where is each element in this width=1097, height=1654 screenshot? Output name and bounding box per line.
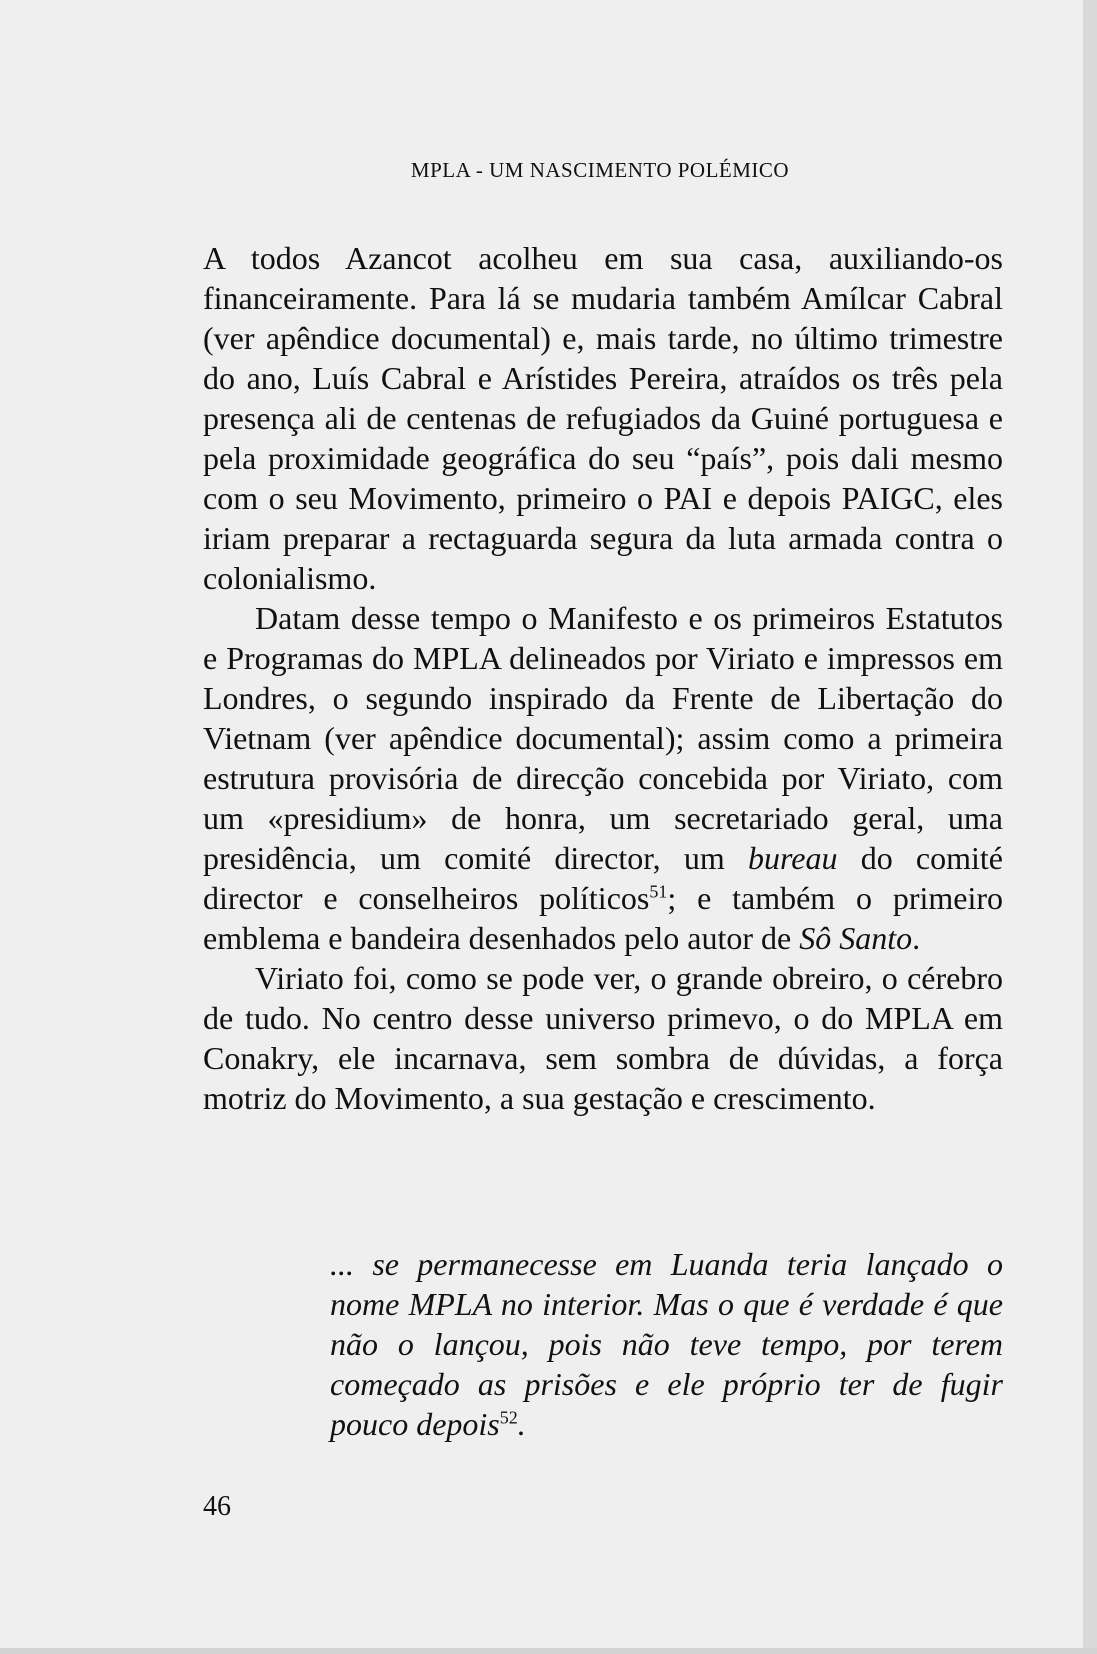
italic-term-bureau: bureau bbox=[747, 840, 838, 876]
footnote-ref-52: 52 bbox=[499, 1407, 518, 1428]
paragraph-2-text-a: Datam desse tempo o Manifesto e os primeiros Estatutos e Programas do MPLA delineados por Viriato e impressos em Londres, o segundo inspirado da Frente de Libertação do Vietnam (ver apêndice documental); assim como a primeira estrutura provisória de direcção concebida por Viriato, com um «presidium» de honra, um secretariado geral, uma presidência, um comité director, um bbox=[203, 600, 1003, 876]
running-header: MPLA - UM NASCIMENTO POLÉMICO bbox=[410, 158, 790, 182]
footnote-ref-51: 51 bbox=[649, 881, 668, 902]
body-text bbox=[203, 238, 1003, 1118]
page-edge bbox=[1083, 0, 1097, 1654]
quote-text: ... se permanecesse em Luanda teria lançado o nome MPLA no interior. Mas o que é verdade é que não o lançou, pois não teve tempo, por terem começado as prisões e ele próprio ter de fugir pouco depois bbox=[330, 1246, 1003, 1442]
paragraph-1: A todos Azancot acolheu em sua casa, auxiliando-os financeiramente. Para lá se mudaria também Amílcar Cabral (ver apêndice documental) e, mais tarde, no último trimestre do ano, Luís Cabral e Arístides Pereira, atraídos os três pela presença ali de centenas de refugiados da Guiné portuguesa e pela proximidade geográfica do seu “país”, pois dali mesmo com o seu Movimento, primeiro o PAI e depois PAIGC, eles iriam preparar a rectaguarda segura da luta armada contra o colonialismo. bbox=[203, 240, 1003, 596]
paragraph-2-text-c: ; e também o primeiro emblema e bandeira desenhados pelo autor de bbox=[203, 880, 1004, 956]
page-bottom-edge bbox=[0, 1648, 1097, 1654]
page-number: 46 bbox=[203, 1491, 231, 1522]
quote-end: . bbox=[517, 1406, 526, 1442]
block-quote bbox=[330, 1244, 1003, 1444]
paragraph-2 bbox=[203, 598, 1003, 958]
paragraph-3: Viriato foi, como se pode ver, o grande obreiro, o cérebro de tudo. No centro desse universo primevo, o do MPLA em Conakry, ele incarnava, sem sombra de dúvidas, a força motriz do Movimento, a sua gestação e crescimento. bbox=[203, 960, 1003, 1116]
paragraph-2-text-b: do comité director e conselheiros políticos bbox=[203, 840, 1004, 916]
paragraph-2-text-d: . bbox=[912, 920, 921, 956]
italic-title-so-santo: Sô Santo bbox=[799, 920, 913, 956]
